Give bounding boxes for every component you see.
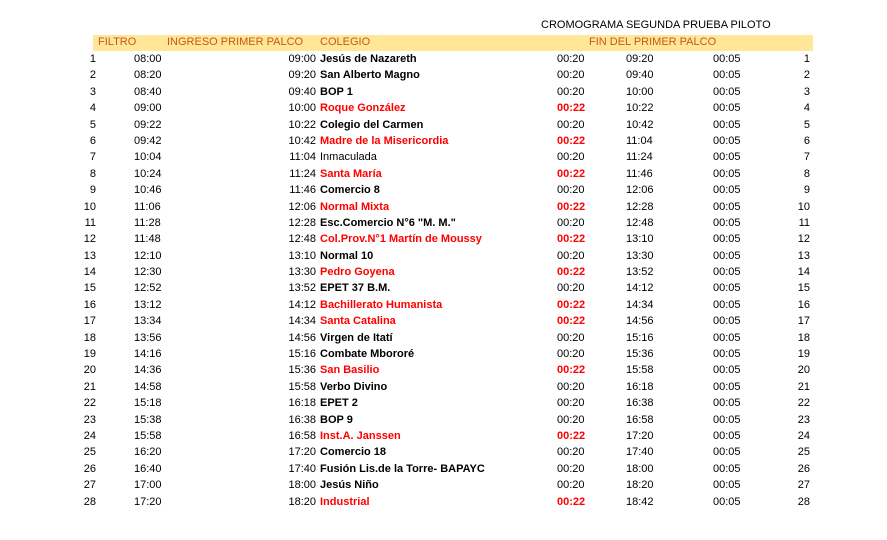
duration: 00:22 bbox=[557, 495, 586, 508]
end-time: 17:20 bbox=[626, 429, 654, 442]
duration: 00:20 bbox=[557, 462, 585, 475]
table-row bbox=[0, 280, 887, 296]
duration: 00:22 bbox=[557, 315, 586, 328]
table-row bbox=[0, 149, 887, 165]
duration: 00:20 bbox=[557, 69, 585, 82]
entry-time: 15:58 bbox=[288, 380, 316, 393]
row-number: 11 bbox=[84, 216, 96, 229]
end-time: 11:46 bbox=[626, 167, 653, 180]
entry-time: 18:20 bbox=[288, 495, 316, 508]
gap-time: 00:05 bbox=[713, 479, 741, 492]
end-time: 18:42 bbox=[626, 495, 654, 508]
entry-time: 12:28 bbox=[288, 216, 316, 229]
duration: 00:22 bbox=[557, 364, 586, 377]
row-number-right: 18 bbox=[797, 331, 810, 344]
filter-time: 10:04 bbox=[134, 151, 162, 164]
header-filtro: FILTRO bbox=[98, 36, 137, 48]
row-number-right: 23 bbox=[797, 413, 810, 426]
end-time: 11:24 bbox=[626, 151, 653, 164]
table-row bbox=[0, 182, 887, 198]
gap-time: 00:05 bbox=[713, 364, 741, 377]
gap-time: 00:05 bbox=[713, 446, 741, 459]
filter-time: 15:18 bbox=[134, 397, 162, 410]
duration: 00:20 bbox=[557, 348, 585, 361]
duration: 00:20 bbox=[557, 249, 585, 262]
table-row bbox=[0, 51, 887, 67]
filter-time: 13:12 bbox=[134, 298, 162, 311]
gap-time: 00:05 bbox=[713, 331, 741, 344]
row-number-right: 3 bbox=[803, 85, 810, 98]
row-number: 4 bbox=[89, 102, 96, 115]
school-name: Inst.A. Janssen bbox=[320, 429, 401, 442]
table-row bbox=[0, 133, 887, 149]
filter-time: 13:56 bbox=[134, 331, 162, 344]
school-name: Industrial bbox=[320, 495, 370, 508]
school-name: EPET 37 B.M. bbox=[320, 282, 391, 295]
filter-time: 16:20 bbox=[134, 446, 162, 459]
entry-time: 15:36 bbox=[288, 364, 316, 377]
row-number: 26 bbox=[83, 462, 96, 475]
entry-time: 17:40 bbox=[288, 462, 316, 475]
row-number-right: 12 bbox=[797, 233, 810, 246]
school-name: Combate Mbororé bbox=[320, 348, 415, 361]
entry-time: 15:16 bbox=[288, 348, 316, 361]
school-name: Santa María bbox=[320, 167, 382, 180]
school-name: BOP 9 bbox=[320, 413, 353, 426]
filter-time: 10:46 bbox=[134, 184, 162, 197]
entry-time: 12:06 bbox=[288, 200, 316, 213]
table-row bbox=[0, 313, 887, 329]
row-number: 10 bbox=[83, 200, 96, 213]
document-title: CROMOGRAMA SEGUNDA PRUEBA PILOTO bbox=[541, 19, 771, 31]
row-number: 12 bbox=[83, 233, 96, 246]
row-number-right: 11 bbox=[798, 216, 810, 229]
row-number: 8 bbox=[89, 167, 96, 180]
row-number: 20 bbox=[83, 364, 96, 377]
gap-time: 00:05 bbox=[713, 200, 741, 213]
row-number-right: 13 bbox=[797, 249, 810, 262]
entry-time: 11:46 bbox=[289, 184, 316, 197]
duration: 00:20 bbox=[557, 331, 585, 344]
table-row bbox=[0, 428, 887, 444]
filter-time: 09:42 bbox=[134, 134, 162, 147]
gap-time: 00:05 bbox=[713, 495, 741, 508]
duration: 00:20 bbox=[557, 380, 585, 393]
school-name: Bachillerato Humanista bbox=[320, 298, 443, 311]
filter-time: 11:06 bbox=[134, 200, 161, 213]
end-time: 16:58 bbox=[626, 413, 654, 426]
table-row bbox=[0, 494, 887, 510]
table-row bbox=[0, 461, 887, 477]
table-row bbox=[0, 330, 887, 346]
school-name: Jesús de Nazareth bbox=[320, 53, 417, 65]
school-name: Normal 10 bbox=[320, 249, 374, 262]
duration: 00:22 bbox=[557, 102, 586, 115]
entry-time: 13:30 bbox=[288, 266, 316, 279]
duration: 00:20 bbox=[557, 446, 585, 459]
school-name: Inmaculada bbox=[320, 151, 377, 164]
end-time: 14:56 bbox=[626, 315, 654, 328]
duration: 00:20 bbox=[557, 479, 585, 492]
table-row bbox=[0, 395, 887, 411]
filter-time: 16:40 bbox=[134, 462, 162, 475]
filter-time: 14:58 bbox=[134, 380, 162, 393]
row-number-right: 19 bbox=[797, 348, 810, 361]
row-number-right: 26 bbox=[797, 462, 810, 475]
gap-time: 00:05 bbox=[713, 134, 741, 147]
school-name: Pedro Goyena bbox=[320, 266, 395, 279]
table-row bbox=[0, 264, 887, 280]
school-name: San Basilio bbox=[320, 364, 380, 377]
duration: 00:20 bbox=[557, 53, 585, 65]
entry-time: 10:22 bbox=[288, 118, 316, 131]
row-number: 19 bbox=[83, 348, 96, 361]
school-name: Fusión Lis.de la Torre- BAPAYC bbox=[320, 462, 485, 475]
row-number: 23 bbox=[83, 413, 96, 426]
row-number-right: 6 bbox=[803, 134, 810, 147]
entry-time: 16:18 bbox=[288, 397, 316, 410]
entry-time: 09:40 bbox=[288, 85, 316, 98]
end-time: 15:16 bbox=[626, 331, 654, 344]
filter-time: 08:40 bbox=[134, 85, 162, 98]
filter-time: 12:30 bbox=[134, 266, 162, 279]
end-time: 13:10 bbox=[626, 233, 654, 246]
row-number: 16 bbox=[83, 298, 96, 311]
entry-time: 17:20 bbox=[288, 446, 316, 459]
row-number-right: 14 bbox=[797, 266, 810, 279]
gap-time: 00:05 bbox=[713, 348, 741, 361]
school-name: Normal Mixta bbox=[320, 200, 390, 213]
entry-time: 10:00 bbox=[288, 102, 316, 115]
end-time: 16:18 bbox=[626, 380, 654, 393]
filter-time: 08:00 bbox=[134, 53, 162, 65]
row-number: 15 bbox=[83, 282, 96, 295]
end-time: 14:12 bbox=[626, 282, 654, 295]
row-number: 25 bbox=[83, 446, 96, 459]
duration: 00:22 bbox=[557, 429, 586, 442]
filter-time: 08:20 bbox=[134, 69, 162, 82]
table-row bbox=[0, 199, 887, 215]
row-number: 14 bbox=[83, 266, 96, 279]
entry-time: 11:24 bbox=[289, 167, 316, 180]
row-number-right: 25 bbox=[797, 446, 810, 459]
end-time: 16:38 bbox=[626, 397, 654, 410]
end-time: 17:40 bbox=[626, 446, 654, 459]
filter-time: 14:36 bbox=[134, 364, 162, 377]
row-number-right: 22 bbox=[797, 397, 810, 410]
table-row bbox=[0, 215, 887, 231]
gap-time: 00:05 bbox=[713, 298, 741, 311]
duration: 00:20 bbox=[557, 85, 585, 98]
row-number: 28 bbox=[83, 495, 96, 508]
row-number-right: 28 bbox=[797, 495, 810, 508]
row-number-right: 10 bbox=[797, 200, 810, 213]
filter-time: 09:22 bbox=[134, 118, 162, 131]
entry-time: 16:58 bbox=[288, 429, 316, 442]
row-number: 5 bbox=[89, 118, 96, 131]
gap-time: 00:05 bbox=[713, 233, 741, 246]
duration: 00:22 bbox=[557, 200, 586, 213]
gap-time: 00:05 bbox=[713, 380, 741, 393]
end-time: 09:20 bbox=[626, 53, 654, 65]
gap-time: 00:05 bbox=[713, 249, 741, 262]
duration: 00:22 bbox=[557, 298, 586, 311]
entry-time: 12:48 bbox=[288, 233, 316, 246]
entry-time: 11:04 bbox=[289, 151, 316, 164]
gap-time: 00:05 bbox=[713, 69, 741, 82]
school-name: Virgen de Itatí bbox=[320, 331, 393, 344]
row-number: 2 bbox=[89, 69, 96, 82]
duration: 00:20 bbox=[557, 397, 585, 410]
gap-time: 00:05 bbox=[713, 53, 741, 65]
entry-time: 13:10 bbox=[288, 249, 316, 262]
filter-time: 13:34 bbox=[134, 315, 162, 328]
table-row bbox=[0, 346, 887, 362]
end-time: 13:52 bbox=[626, 266, 654, 279]
row-number: 21 bbox=[83, 380, 96, 393]
school-name: Comercio 8 bbox=[320, 184, 380, 197]
duration: 00:20 bbox=[557, 413, 585, 426]
end-time: 11:04 bbox=[626, 134, 653, 147]
end-time: 13:30 bbox=[626, 249, 654, 262]
end-time: 10:42 bbox=[626, 118, 654, 131]
row-number: 24 bbox=[83, 429, 96, 442]
filter-time: 15:58 bbox=[134, 429, 162, 442]
row-number-right: 8 bbox=[803, 167, 810, 180]
row-number-right: 15 bbox=[797, 282, 810, 295]
table-row bbox=[0, 297, 887, 313]
row-number: 22 bbox=[83, 397, 96, 410]
entry-time: 16:38 bbox=[288, 413, 316, 426]
school-name: Roque González bbox=[320, 102, 406, 115]
gap-time: 00:05 bbox=[713, 85, 741, 98]
table-header bbox=[93, 35, 813, 51]
filter-time: 10:24 bbox=[134, 167, 162, 180]
row-number-right: 27 bbox=[797, 479, 810, 492]
row-number-right: 21 bbox=[797, 380, 810, 393]
row-number-right: 5 bbox=[803, 118, 810, 131]
row-number-right: 7 bbox=[803, 151, 810, 164]
end-time: 10:22 bbox=[626, 102, 654, 115]
filter-time: 14:16 bbox=[134, 348, 162, 361]
gap-time: 00:05 bbox=[713, 151, 741, 164]
school-name: Comercio 18 bbox=[320, 446, 387, 459]
end-time: 12:28 bbox=[626, 200, 654, 213]
school-name: Santa Catalina bbox=[320, 315, 396, 328]
gap-time: 00:05 bbox=[713, 282, 741, 295]
row-number-right: 20 bbox=[797, 364, 810, 377]
row-number: 13 bbox=[83, 249, 96, 262]
duration: 00:20 bbox=[557, 282, 585, 295]
table-row bbox=[0, 117, 887, 133]
row-number-right: 9 bbox=[803, 184, 810, 197]
gap-time: 00:05 bbox=[713, 184, 741, 197]
row-number: 17 bbox=[83, 315, 96, 328]
row-number-right: 4 bbox=[803, 102, 810, 115]
school-name: BOP 1 bbox=[320, 85, 353, 98]
school-name: San Alberto Magno bbox=[320, 69, 420, 82]
row-number: 6 bbox=[89, 134, 96, 147]
table-row bbox=[0, 362, 887, 378]
table-row bbox=[0, 248, 887, 264]
row-number: 3 bbox=[89, 85, 96, 98]
end-time: 15:58 bbox=[626, 364, 654, 377]
end-time: 12:48 bbox=[626, 216, 654, 229]
duration: 00:22 bbox=[557, 266, 586, 279]
entry-time: 09:20 bbox=[288, 69, 316, 82]
table-row bbox=[0, 84, 887, 100]
end-time: 18:00 bbox=[626, 462, 654, 475]
gap-time: 00:05 bbox=[713, 315, 741, 328]
school-name: Colegio del Carmen bbox=[320, 118, 424, 131]
school-name: EPET 2 bbox=[320, 397, 358, 410]
entry-time: 13:52 bbox=[288, 282, 316, 295]
row-number-right: 16 bbox=[797, 298, 810, 311]
table-row bbox=[0, 67, 887, 83]
end-time: 09:40 bbox=[626, 69, 654, 82]
row-number: 1 bbox=[89, 53, 96, 65]
filter-time: 15:38 bbox=[134, 413, 162, 426]
table-row bbox=[0, 444, 887, 460]
end-time: 12:06 bbox=[626, 184, 654, 197]
filter-time: 12:10 bbox=[134, 249, 162, 262]
end-time: 14:34 bbox=[626, 298, 654, 311]
duration: 00:22 bbox=[557, 167, 586, 180]
row-number: 7 bbox=[89, 151, 96, 164]
filter-time: 09:00 bbox=[134, 102, 162, 115]
table-row bbox=[0, 166, 887, 182]
entry-time: 14:34 bbox=[288, 315, 316, 328]
filter-time: 12:52 bbox=[134, 282, 162, 295]
filter-time: 17:20 bbox=[134, 495, 162, 508]
header-fin: FIN DEL PRIMER PALCO bbox=[589, 36, 717, 48]
gap-time: 00:05 bbox=[713, 429, 741, 442]
gap-time: 00:05 bbox=[713, 102, 741, 115]
duration: 00:22 bbox=[557, 233, 586, 246]
table-row bbox=[0, 231, 887, 247]
duration: 00:20 bbox=[557, 118, 585, 131]
table-row bbox=[0, 100, 887, 116]
end-time: 18:20 bbox=[626, 479, 654, 492]
entry-time: 14:56 bbox=[288, 331, 316, 344]
end-time: 10:00 bbox=[626, 85, 654, 98]
gap-time: 00:05 bbox=[713, 462, 741, 475]
table-row bbox=[0, 477, 887, 493]
table-row bbox=[0, 379, 887, 395]
row-number-right: 24 bbox=[797, 429, 810, 442]
header-ingreso: INGRESO PRIMER PALCO bbox=[167, 36, 304, 48]
filter-time: 17:00 bbox=[134, 479, 162, 492]
gap-time: 00:05 bbox=[713, 413, 741, 426]
schedule-table bbox=[0, 51, 887, 510]
filter-time: 11:48 bbox=[134, 233, 161, 246]
school-name: Madre de la Misericordia bbox=[320, 134, 449, 147]
row-number: 9 bbox=[89, 184, 96, 197]
entry-time: 10:42 bbox=[288, 134, 316, 147]
row-number: 27 bbox=[83, 479, 96, 492]
entry-time: 09:00 bbox=[288, 53, 316, 65]
gap-time: 00:05 bbox=[713, 118, 741, 131]
duration: 00:20 bbox=[557, 184, 585, 197]
duration: 00:22 bbox=[557, 134, 586, 147]
school-name: Esc.Comercio N°6 "M. M." bbox=[320, 216, 456, 229]
end-time: 15:36 bbox=[626, 348, 654, 361]
duration: 00:20 bbox=[557, 216, 585, 229]
school-name: Col.Prov.N°1 Martín de Moussy bbox=[320, 233, 482, 246]
filter-time: 11:28 bbox=[134, 216, 161, 229]
gap-time: 00:05 bbox=[713, 216, 741, 229]
duration: 00:20 bbox=[557, 151, 585, 164]
entry-time: 18:00 bbox=[288, 479, 316, 492]
gap-time: 00:05 bbox=[713, 266, 741, 279]
gap-time: 00:05 bbox=[713, 397, 741, 410]
table-row bbox=[0, 412, 887, 428]
row-number: 18 bbox=[83, 331, 96, 344]
header-colegio: COLEGIO bbox=[320, 36, 371, 48]
entry-time: 14:12 bbox=[288, 298, 316, 311]
gap-time: 00:05 bbox=[713, 167, 741, 180]
row-number-right: 2 bbox=[803, 69, 810, 82]
school-name: Jesús Niño bbox=[320, 479, 379, 492]
row-number-right: 17 bbox=[797, 315, 810, 328]
row-number-right: 1 bbox=[803, 53, 810, 65]
school-name: Verbo Divino bbox=[320, 380, 388, 393]
